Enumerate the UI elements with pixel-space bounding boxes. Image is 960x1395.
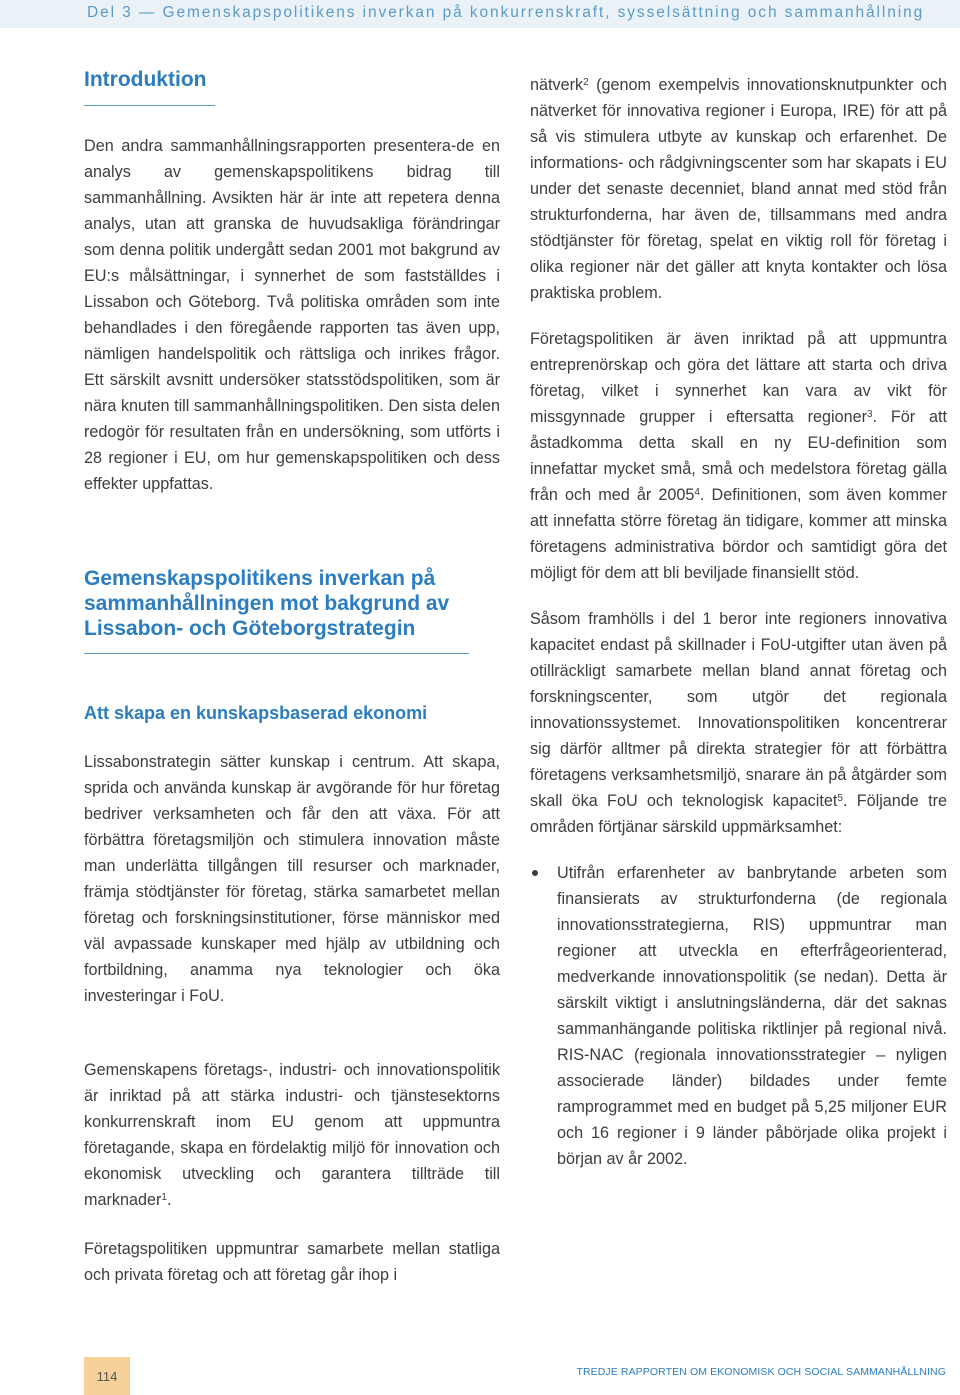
right-paragraph-1 — [530, 72, 947, 306]
paragraph-text-a: Såsom framhölls i del 1 beror inte regioners innovativa kapacitet endast på skillnader i FoU-utgifter utan även på otillräckligt samarbete mellan bland annat företag och forskningscenter, som utgör det regionala innovationssystemet. Innovationspolitiken koncentrerar sig därför alltmer på direkta strategier för att förbättra företagens verksamhetsmiljö, snarare än på åtgärder som skall öka FoU och teknologisk kapacitet — [530, 610, 947, 810]
page-number: 114 — [96, 1369, 118, 1384]
paragraph-text-b: . För att åstadkomma detta skall en ny EU-definition som innefattar mycket små, små och medelstora företag gälla från och med år 2005 — [530, 408, 947, 504]
list-item — [530, 860, 947, 1172]
list-item-text: Utifrån erfarenheter av banbrytande arbeten som finansierats av strukturfonderna (de regionala innovationsstrategierna, RIS) uppmuntrar man regioner att utveckla en efterfrågeorienterad, medverkande innovationspolitik (se nedan). Detta är särskilt viktigt i anslutningsländerna, där det saknas sammanhängande politiska riktlinjer på regional nivå. RIS-NAC (regionala innovationsstrategier – nyligen associerade länder) bildades under femte ramprogrammet med en budget på 5,25 miljoner EUR och 16 regioner i 9 länder påbörjade olika projekt i början av år 2002. — [557, 864, 947, 1168]
chapter-header-bar — [0, 0, 960, 28]
knowledge-paragraph-2 — [84, 1057, 500, 1213]
intro-heading: Introduktion — [84, 68, 207, 91]
intro-heading-rule — [84, 105, 215, 106]
right-paragraph-3 — [530, 606, 947, 840]
right-paragraph-2 — [530, 326, 947, 586]
paragraph-text-b: . Följande tre områden förtjänar särskild uppmärksamhet: — [530, 792, 947, 836]
subsection-heading: Att skapa en kunskapsbaserad ekonomi — [84, 703, 428, 723]
intro-body — [84, 133, 500, 497]
paragraph-text-main: Gemenskapens företags-, industri- och innovationspolitik är inriktad på att stärka industri- och tjänstesektorns konkurrenskraft inom EU genom att uppmuntra företagande, skapa en fördelaktig miljö för innovation och ekonomisk utveckling och garantera tillträde till marknader — [84, 1061, 500, 1209]
knowledge-paragraph-3 — [84, 1236, 500, 1288]
paragraph-text-end: . — [166, 1191, 172, 1209]
focus-areas-list — [530, 860, 947, 1172]
report-title-footer: TREDJE RAPPORTEN OM EKONOMISK OCH SOCIAL SAMMANHÅLLNING — [576, 1366, 946, 1378]
section-heading-rule — [84, 653, 469, 654]
chapter-header: Del 3 — Gemenskapspolitikens inverkan på konkurrenskraft, sysselsättning och sammanhållning — [87, 4, 925, 21]
paragraph-text: Lissabonstrategin sätter kunskap i centrum. Att skapa, sprida och använda kunskap är avgörande för hur företag bedriver verksamheten och får den att växa. För att förbättra företagsmiljön och stimulera innovation måste man underlätta tillgången till resurser och marknader, främja stödtjänster för företag, stärka samarbetet mellan företag och forskningsinstitutioner, förse människor med väl avpassade kunskaper med hjälp av utbildning och fortbildning, anamma nya teknologier och öka investeringar i FoU. — [84, 753, 500, 1005]
footnote-ref[interactable]: 3 — [866, 409, 873, 420]
paragraph-text — [84, 1057, 500, 1213]
knowledge-paragraph-1 — [84, 749, 500, 1009]
footnote-ref[interactable]: 1 — [161, 1192, 167, 1203]
page-number-box — [84, 1357, 130, 1395]
paragraph-text-end: (genom exempelvis innovationsknutpunkter och nätverket för innovativa regioner i Europa, IRE) för att på så vis stimulera utbyte av kunskap och erfarenhet. De informations- och rådgivningscenter som har skapats i EU under det senaste decenniet, bland annat med stöd från strukturfonderna, har även de, tillsammans med andra stödtjänster för företag, spelat en viktig roll för företag i olika regioner när det gäller att knyta kontakter och lösa praktiska problem. — [530, 76, 947, 302]
intro-paragraph: Den andra sammanhållningsrapporten presentera-de en analys av gemenskapspolitikens bidrag till sammanhållning. Avsikten här är inte att repetera denna analys, utan att granska de huvudsakliga förändringar som denna politik undergått sedan 2001 mot bakgrund av EU:s målsättningar, i synnerhet de som fastställdes i Lissabon och Göteborg. Två politiska områden som inte behandlades i den föregående rapporten tas även upp, nämligen handelspolitik och rättsliga och inrikes frågor. Ett särskilt avsnitt undersöker statsstödspolitiken, som är nära knuten till sammanhållningspolitiken. Den sista delen redogör för resultaten från en undersökning, som utförts i 28 regioner i EU, om hur gemenskapspolitiken och dess effekter uppfattas. — [84, 137, 500, 493]
section-heading: Gemenskapspolitikens inverkan på sammanhållningen mot bakgrund av Lissabon- och Göteborgstrategin — [84, 567, 450, 640]
bullet-dot-icon — [532, 870, 538, 876]
right-column — [530, 72, 947, 1172]
paragraph-text-start: nätverk — [530, 76, 584, 94]
paragraph-text-c: . Definitionen, som även kommer att innefatta större företag än tidigare, kommer att minska företagens administrativa bördor och samtidigt göra det möjligt för dem att bli beviljade finansiellt stöd. — [530, 486, 947, 582]
paragraph-text: Företagspolitiken uppmuntrar samarbete mellan statliga och privata företag och att företag går ihop i — [84, 1240, 500, 1284]
footnote-ref[interactable]: 4 — [694, 487, 700, 498]
footnote-ref[interactable]: 5 — [837, 793, 843, 804]
footnote-ref[interactable]: 2 — [583, 77, 589, 88]
paragraph-text-a: Företagspolitiken är även inriktad på att uppmuntra entreprenörskap och göra det lättare att starta och driva företag, vilket i synnerhet kan vara av vikt för missgynnade grupper i eftersatta regioner — [530, 330, 947, 426]
